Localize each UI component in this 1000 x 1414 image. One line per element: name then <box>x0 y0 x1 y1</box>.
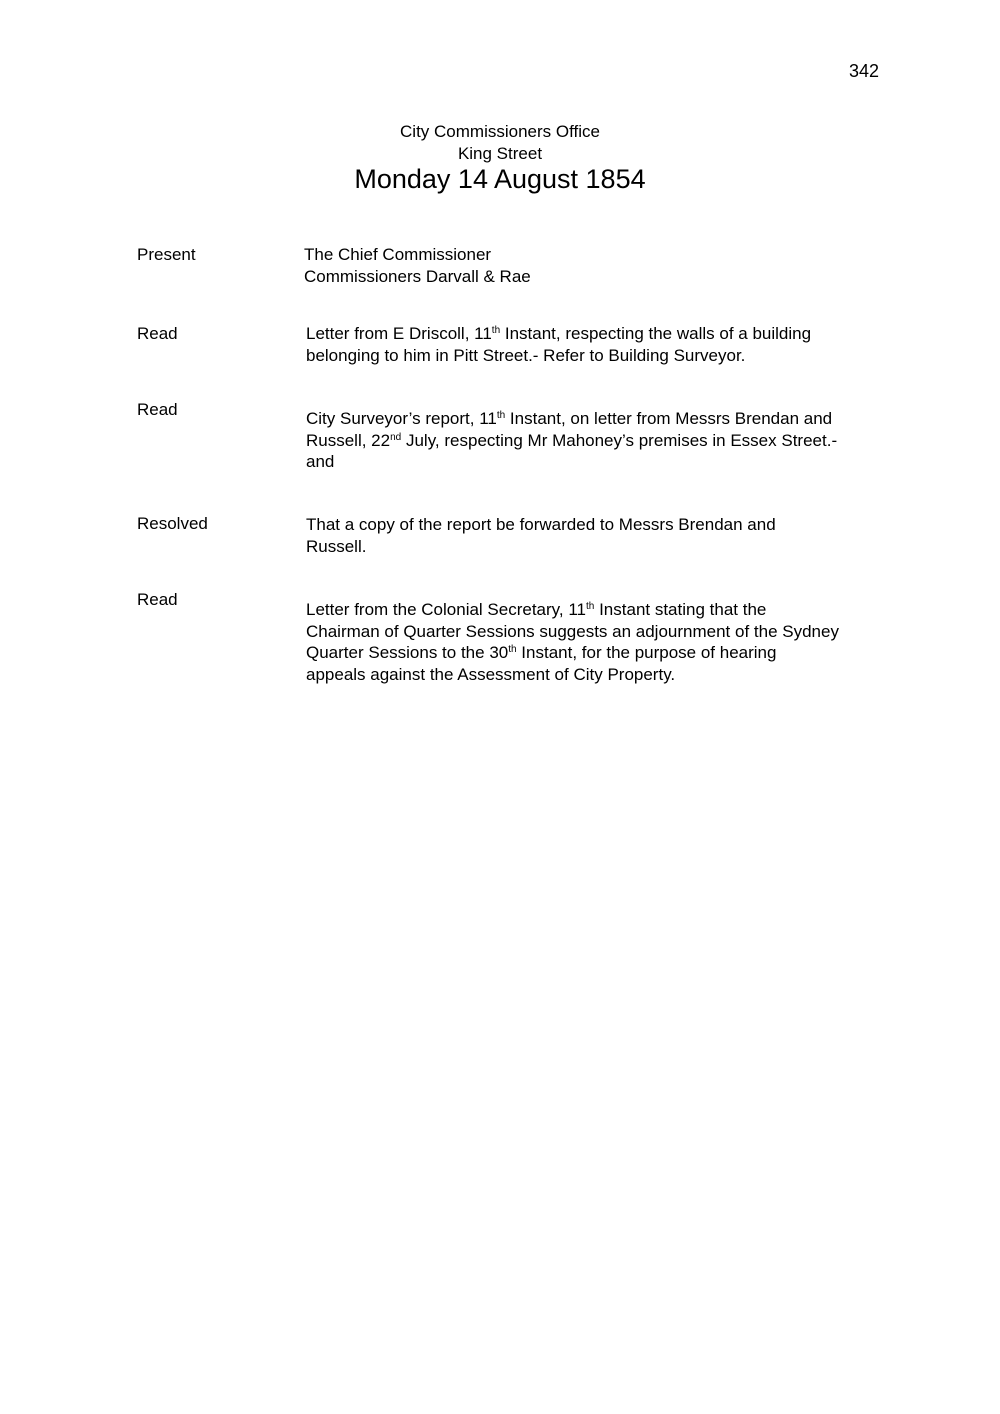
entry-line: Chairman of Quarter Sessions suggests an adjournment of the Sydney <box>306 621 839 641</box>
entry-text <box>306 599 896 685</box>
entry-label: Read <box>137 400 178 419</box>
page-number: 342 <box>848 61 879 81</box>
entry-line: Russell. <box>306 536 367 556</box>
entry-line: appeals against the Assessment of City Property. <box>306 664 676 684</box>
meeting-date: Monday 14 August 1854 <box>354 164 646 194</box>
entry-line: Quarter Sessions to the 30th Instant, for the purpose of hearing <box>306 643 777 662</box>
entry-line: City Surveyor’s report, 11th Instant, on letter from Messrs Brendan and <box>306 409 833 428</box>
present-list <box>304 244 894 288</box>
present-line: The Chief Commissioner <box>304 245 492 264</box>
present-label: Present <box>137 245 196 264</box>
office-name: City Commissioners Office <box>400 122 600 141</box>
entry-text <box>306 514 896 557</box>
entry-label: Read <box>137 590 178 609</box>
entry-label: Resolved <box>137 514 208 533</box>
entry-line: and <box>306 452 335 471</box>
office-street: King Street <box>457 144 543 163</box>
entry-line: That a copy of the report be forwarded to Messrs Brendan and <box>306 515 776 534</box>
entry-text <box>306 408 896 473</box>
entry-line: Letter from the Colonial Secretary, 11th Instant stating that the <box>306 600 767 619</box>
entry-label: Read <box>137 324 178 343</box>
entry-text <box>306 323 896 366</box>
entry-line: Letter from E Driscoll, 11th Instant, respecting the walls of a building <box>306 324 812 343</box>
entry-line: belonging to him in Pitt Street.- Refer to Building Surveyor. <box>306 345 746 365</box>
entry-line: Russell, 22nd July, respecting Mr Mahoney’s premises in Essex Street.- <box>306 430 838 450</box>
present-line: Commissioners Darvall & Rae <box>304 267 531 286</box>
